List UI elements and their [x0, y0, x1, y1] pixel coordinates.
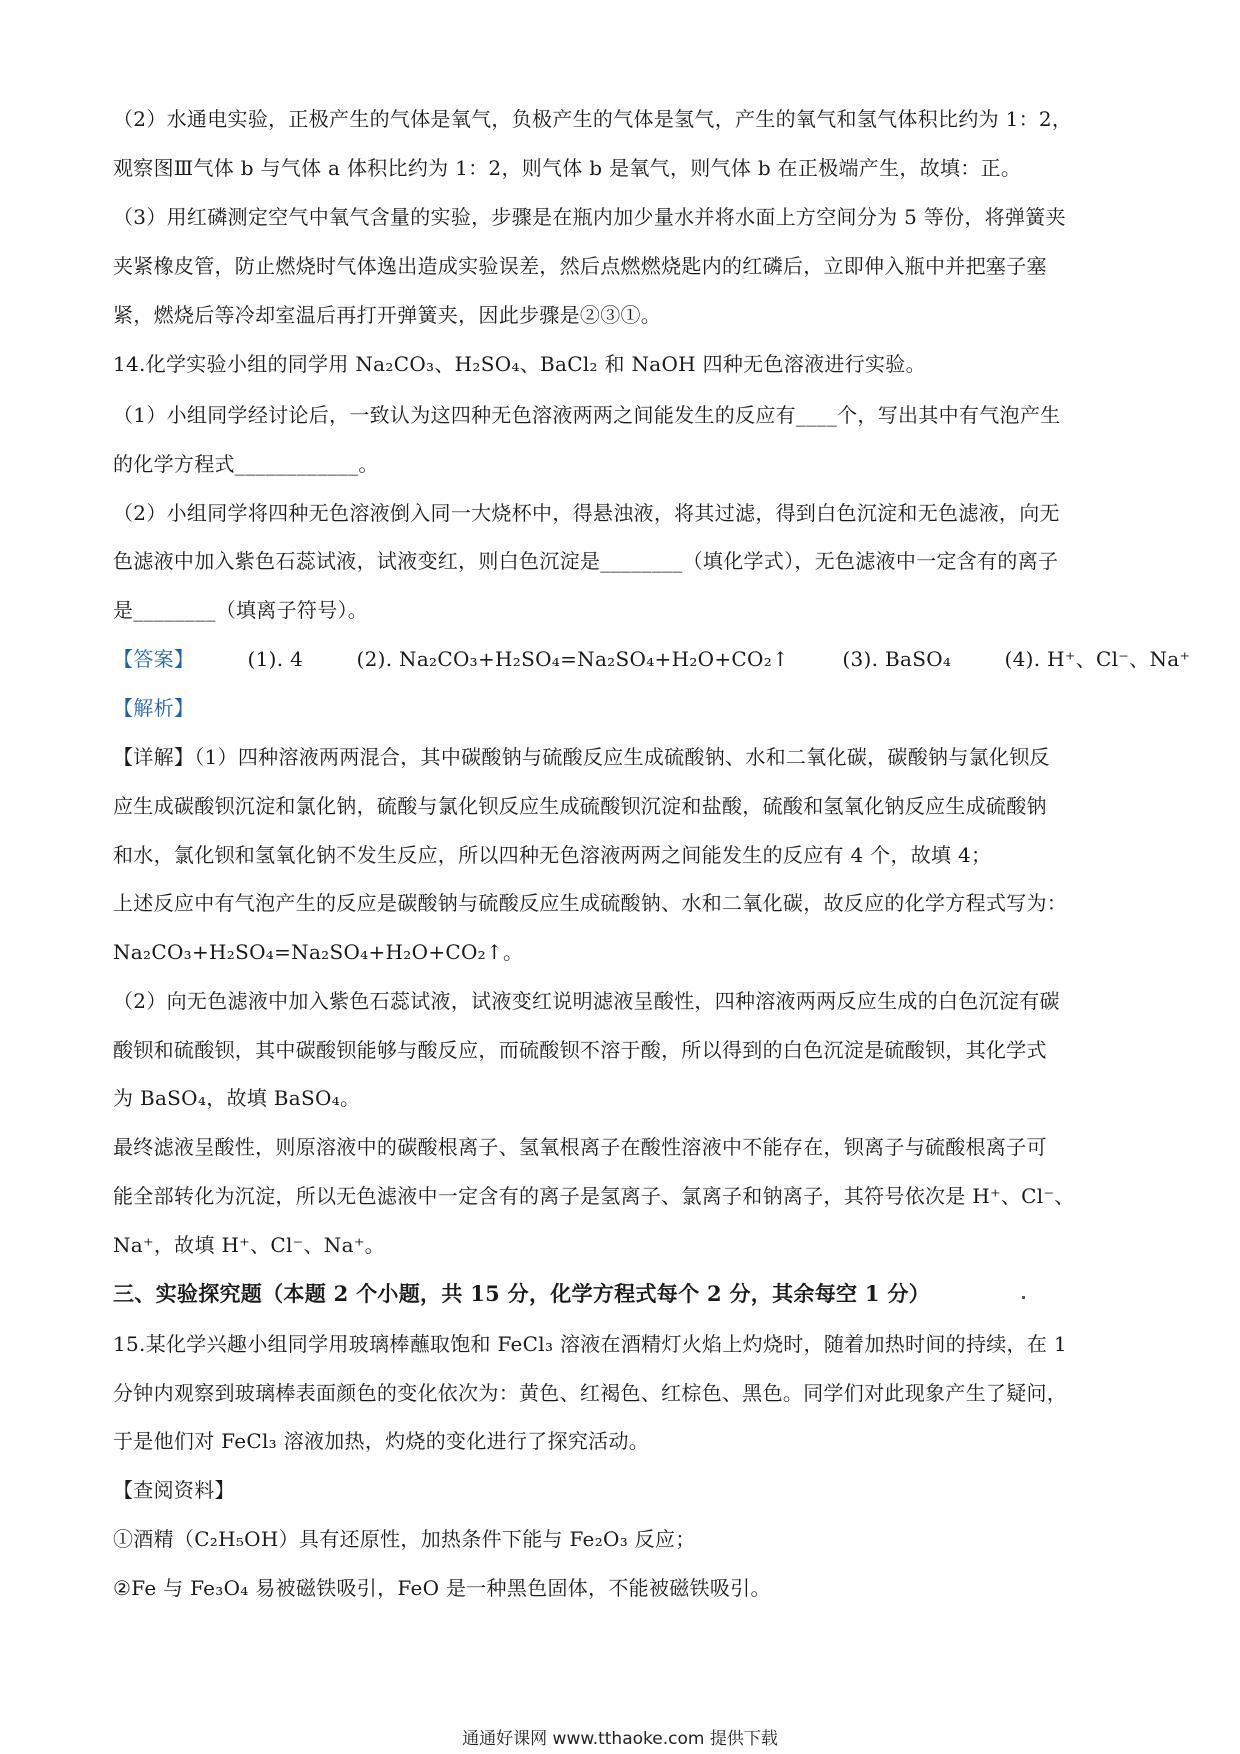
ions-line: 能全部转化为沉淀，所以无色滤液中一定含有的离子是氢离子、氯离子和钠离子，其符号依次是 H⁺、Cl⁻、: [113, 1184, 1075, 1208]
text-line: 是________（填离子符号）。: [113, 598, 369, 622]
text-line: （2）小组同学将四种无色溶液倒入同一大烧杯中，得悬浊液，将其过滤，得到白色沉淀和无色滤液，向无: [113, 501, 1060, 525]
text-line: 观察图Ⅲ气体 b 与气体 a 体积比约为 1：2，则气体 b 是氧气，则气体 b 在正极端产生，故填：正。: [113, 156, 1022, 180]
text-line: 应生成碳酸钡沉淀和氯化钠，硫酸与氯化钡反应生成硫酸钡沉淀和盐酸，硫酸和氢氧化钠反应生成硫酸钠: [113, 794, 1047, 818]
text-line: 和水，氯化钡和氢氧化钠不发生反应，所以四种无色溶液两两之间能发生的反应有 4 个，故填 4；: [113, 843, 992, 867]
q14-part1-line2: 的化学方程式____________。: [113, 452, 379, 476]
q14-stem-suffix: 四种无色溶液进行实验。: [695, 352, 926, 376]
question-14-stem: [113, 351, 1133, 377]
ions-line: Na⁺，故填 H⁺、Cl⁻、Na⁺。: [113, 1233, 385, 1257]
text-line: 紧，燃烧后等冷却室温后再打开弹簧夹，因此步骤是②③①。: [113, 303, 662, 327]
page-footer: 通通好课网 www.tthaoke.com 提供下载: [462, 1729, 778, 1749]
answer-item: (1). 4: [247, 647, 304, 671]
answer-item: (3). BaSO₄: [842, 647, 952, 671]
analysis-label: 【解析】: [113, 696, 195, 720]
text-line: （2）水通电实验，正极产生的气体是氧气，负极产生的气体是氢气，产生的氧气和氢气体积比约为 1：2，: [113, 107, 1073, 131]
section-title: 三、实验探究题（本题 2 个小题，共 15 分，化学方程式每个 2 分，其余每空 1 分）: [113, 1281, 931, 1306]
text-line: ①酒精（C₂H₅OH）具有还原性，加热条件下能与 Fe₂O₃ 反应；: [113, 1527, 696, 1551]
answer-item: (4). H⁺、Cl⁻、Na⁺: [1004, 647, 1191, 671]
q14-stem-prefix: 14.化学实验小组的同学用: [113, 352, 356, 376]
text-line: 【详解】（1）四种溶液两两混合，其中碳酸钠与硫酸反应生成硫酸钠、水和二氧化碳，碳酸钠与氯化钡反: [113, 745, 1050, 769]
text-line: 【查阅资料】: [113, 1478, 235, 1502]
text-line: 上述反应中有气泡产生的反应是碳酸钠与硫酸反应生成硫酸钠、水和二氧化碳，故反应的化学方程式写为：: [113, 891, 1068, 915]
answer-label: 【答案】: [113, 647, 195, 671]
answer-line: [113, 646, 1191, 672]
text-line: 最终滤液呈酸性，则原溶液中的碳酸根离子、氢氧根离子在酸性溶液中不能存在，钡离子与硫酸根离子可: [113, 1135, 1047, 1159]
text-line: 15.某化学兴趣小组同学用玻璃棒蘸取饱和 FeCl₃ 溶液在酒精灯火焰上灼烧时，随着加热时间的持续，在 1: [113, 1332, 1067, 1356]
text-line: 夹紧橡皮管，防止燃烧时气体逸出造成实验误差，然后点燃燃烧匙内的红磷后，立即伸入瓶中并把塞子塞: [113, 254, 1047, 278]
text-line: （3）用红磷测定空气中氧气含量的实验，步骤是在瓶内加少量水并将水面上方空间分为 5 等份，将弹簧夹: [113, 205, 1066, 229]
text-line: ②Fe 与 Fe₃O₄ 易被磁铁吸引，FeO 是一种黑色固体，不能被磁铁吸引。: [113, 1576, 771, 1600]
text-line: （2）向无色滤液中加入紫色石蕊试液，试液变红说明滤液呈酸性，四种溶液两两反应生成的白色沉淀有碳: [113, 989, 1060, 1013]
text-line: 分钟内观察到玻璃棒表面颜色的变化依次为：黄色、红褐色、红棕色、黑色。同学们对此现象产生了疑问，: [113, 1381, 1068, 1405]
q14-reagents: Na₂CO₃、H₂SO₄、BaCl₂ 和 NaOH: [355, 352, 696, 376]
equation-line: Na₂CO₃+H₂SO₄=Na₂SO₄+H₂O+CO₂↑。: [113, 940, 524, 964]
baso4-line: 为 BaSO₄，故填 BaSO₄。: [113, 1086, 361, 1110]
q14-part1-line1: （1）小组同学经讨论后，一致认为这四种无色溶液两两之间能发生的反应有____个，写出其中有气泡产生: [113, 403, 1061, 427]
answer-item: (2). Na₂CO₃+H₂SO₄=Na₂SO₄+H₂O+CO₂↑: [356, 647, 790, 671]
text-line: 于是他们对 FeCl₃ 溶液加热，灼烧的变化进行了探究活动。: [113, 1429, 650, 1453]
text-line: 酸钡和硫酸钡，其中碳酸钡能够与酸反应，而硫酸钡不溶于酸，所以得到的白色沉淀是硫酸钡，其化学式: [113, 1038, 1047, 1062]
text-line: 色滤液中加入紫色石蕊试液，试液变红，则白色沉淀是________（填化学式），无色滤液中一定含有的离子: [113, 549, 1059, 573]
stray-dot: [1022, 1296, 1025, 1299]
